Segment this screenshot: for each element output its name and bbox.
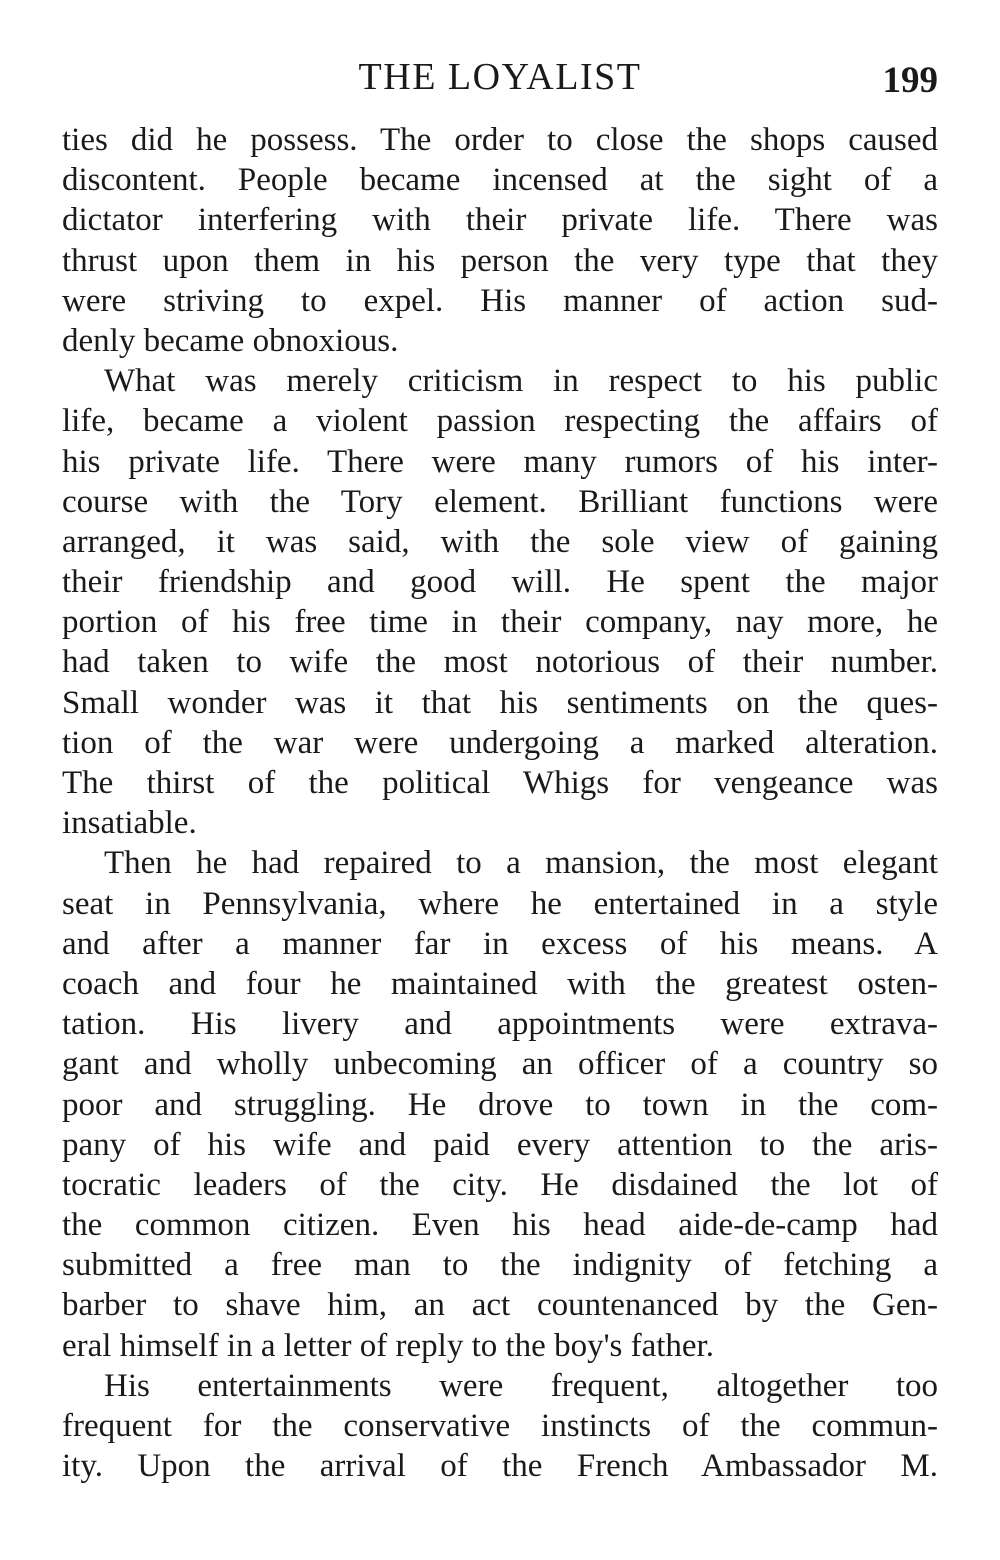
text-line: submitted a free man to the indignity of fetching a [62,1247,938,1284]
text-line: thrust upon them in his person the very type that they [62,242,938,279]
text-line: and after a manner far in excess of his means. A [62,925,938,962]
text-line: eral himself in a letter of reply to the boy's father. [62,1327,714,1364]
text-line: insatiable. [62,805,197,842]
text-line: pany of his wife and paid every attention to the aris- [62,1126,938,1163]
text-line: coach and four he maintained with the greatest osten- [62,965,938,1002]
text-line: Small wonder was it that his sentiments on the ques- [62,684,938,721]
text-line: poor and struggling. He drove to town in the com- [62,1086,938,1123]
page-number: 199 [882,60,938,101]
text-line: tion of the war were undergoing a marked alteration. [62,724,938,761]
body-text [62,120,938,1486]
text-line: course with the Tory element. Brilliant functions were [62,483,938,520]
text-line: gant and wholly unbecoming an officer of a country so [62,1046,938,1083]
text-line: denly became obnoxious. [62,322,399,359]
text-line: his private life. There were many rumors of his inter- [62,443,938,480]
text-line: dictator interfering with their private life. There was [62,202,938,239]
text-line: the common citizen. Even his head aide-de-camp had [62,1207,938,1244]
paragraph-first-line: Then he had repaired to a mansion, the most elegant [104,845,938,882]
text-line: were striving to expel. His manner of action sud- [62,282,938,319]
text-line: ties did he possess. The order to close the shops caused [62,122,938,158]
text-line: arranged, it was said, with the sole view of gaining [62,523,938,560]
text-line: ity. Upon the arrival of the French Ambassador M. [62,1448,938,1485]
paragraph-first-line: What was merely criticism in respect to his public [104,363,938,400]
text-line: barber to shave him, an act countenanced by the Gen- [62,1287,938,1324]
text-line: had taken to wife the most notorious of their number. [62,644,938,681]
text-line: life, became a violent passion respecting the affairs of [62,403,938,440]
text-line: seat in Pennsylvania, where he entertained in a style [62,885,938,922]
text-line: discontent. People became incensed at the sight of a [62,162,938,199]
running-head [62,52,938,102]
text-line: portion of his free time in their company, nay more, he [62,604,938,641]
text-line: tation. His livery and appointments were extrava- [62,1006,938,1043]
running-title: THE LOYALIST [358,56,642,98]
text-line: The thirst of the political Whigs for vengeance was [62,765,938,801]
text-line: tocratic leaders of the city. He disdained the lot of [62,1166,938,1203]
text-line: their friendship and good will. He spent the major [62,564,938,601]
paragraph-first-line: His entertainments were frequent, altogether too [104,1367,938,1404]
text-line: frequent for the conservative instincts of the commun- [62,1408,938,1444]
